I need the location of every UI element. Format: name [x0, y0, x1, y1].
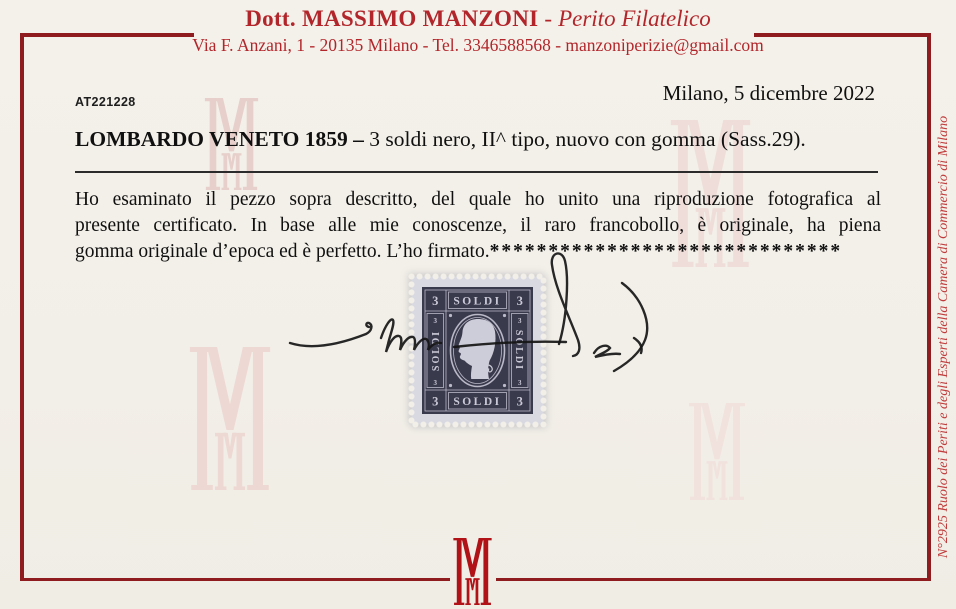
header-separator: - [544, 6, 553, 31]
stamp-label-right: SOLDI [513, 329, 525, 372]
item-title [75, 127, 895, 152]
stamp-value-bottom-right: 3 [516, 394, 523, 409]
header-address: Via F. Anzani, 1 - 20135 Milano - Tel. 3346588568 - manzoniperizie@gmail.com [192, 35, 764, 55]
header-line [0, 6, 956, 32]
frame-bottom-left-segment [20, 578, 450, 582]
stamp-label-bottom: SOLDI [453, 396, 502, 408]
stamp-label-top: SOLDI [453, 295, 502, 308]
item-title-bold: LOMBARDO VENETO 1859 – [75, 127, 364, 151]
frame-bottom-right-segment [496, 578, 930, 582]
stamp-value-bottom-left: 3 [432, 394, 439, 409]
expert-signature-ink [278, 240, 668, 385]
stamp-value-top-right: 3 [516, 294, 523, 308]
stamp-label-left: SOLDI [430, 329, 442, 372]
stamp-value-top-left: 3 [432, 294, 439, 308]
certificate-number: AT221228 [75, 95, 136, 109]
manzoni-watermark-bottom-left [187, 347, 273, 490]
certificate-body-line-2: presente certificato. In base alle mie conoscenze, il raro francobollo, è originale, ha piena [75, 214, 881, 236]
stamp-side-value-right-bottom: 3 [517, 379, 522, 387]
certificate-body-line-1: Ho esaminato il pezzo sopra descritto, del quale ho unito una riproduzione fotografica al [75, 189, 881, 210]
manzoni-watermark-bottom-right [687, 403, 747, 500]
signature-strokes [290, 253, 647, 371]
asterisk-fill: ****************************** [489, 240, 843, 262]
item-title-rest: 3 soldi nero, II^ tipo, nuovo con gomma (Sass.29). [363, 127, 806, 151]
frame-left-edge [20, 33, 24, 581]
expert-profession: Perito Filatelico [558, 6, 711, 31]
title-divider-rule [75, 171, 878, 173]
stamp-side-value-left-bottom: 3 [433, 379, 438, 387]
frame-right-edge [927, 33, 931, 581]
expert-name: Dott. MASSIMO MANZONI [245, 6, 539, 31]
manzoni-logo-monogram [452, 538, 493, 605]
chamber-registration-text: N°2925 Ruolo dei Periti e degli Esperti della Camera di Commercio di Milano [936, 115, 951, 559]
certificate-body-line-3-text: gomma originale d’epoca ed è perfetto. L’ho firmato. [75, 240, 490, 262]
stamp-side-value-right-top: 3 [517, 317, 522, 325]
stamp-side-value-left-top: 3 [433, 317, 438, 325]
place-and-date: Milano, 5 dicembre 2022 [662, 81, 875, 105]
